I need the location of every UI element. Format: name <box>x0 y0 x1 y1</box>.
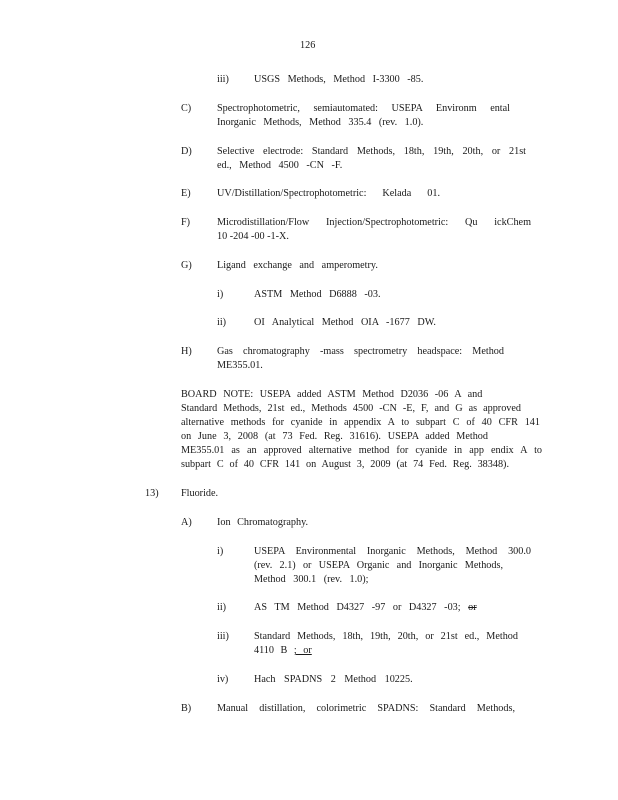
item-text-line: (rev. 2.1) or USEPA Organic and Inorganic Methods, <box>254 560 503 571</box>
item-text: USGS Methods, Method I-3300 -85. <box>254 74 424 85</box>
item-label: i) <box>217 289 224 300</box>
item-label: iii) <box>217 631 229 642</box>
board-note-line: on June 3, 2008 (at 73 Fed. Reg. 31616). USEPA added Method <box>181 431 488 442</box>
item-text: Hach SPADNS 2 Method 10225. <box>254 674 413 685</box>
item-text-line: ed., Method 4500 -CN -F. <box>217 160 343 171</box>
deleted-text: or <box>468 602 477 613</box>
item-label: ii) <box>217 317 227 328</box>
item-label: ii) <box>217 602 227 613</box>
item-label: C) <box>181 103 192 114</box>
item-text-main: AS TM Method D4327 -97 or D4327 -03; <box>254 602 461 613</box>
item-text: UV/Distillation/Spectrophotometric: Kelada 01. <box>217 188 440 199</box>
item-label: G) <box>181 260 192 271</box>
item-label: E) <box>181 188 191 199</box>
item-label: iii) <box>217 74 229 85</box>
item-label: H) <box>181 346 192 357</box>
item-text: OI Analytical Method OIA -1677 DW. <box>254 317 436 328</box>
item-label: A) <box>181 517 192 528</box>
item-text: Ion Chromatography. <box>217 517 309 528</box>
item-label: iv) <box>217 674 229 685</box>
item-text-line: USEPA Environmental Inorganic Methods, Method 300.0 <box>254 546 531 557</box>
item-text-line: Selective electrode: Standard Methods, 18th, 19th, 20th, or 21st <box>217 146 526 157</box>
item-text-line: Inorganic Methods, Method 335.4 (rev. 1.0). <box>217 117 424 128</box>
board-note-line: alternative methods for cyanide in appendix A to subpart C of 40 CFR 141 <box>181 417 540 428</box>
item-text-line: Gas chromatography -mass spectrometry headspace: Method <box>217 346 504 357</box>
item-text-line: Standard Methods, 18th, 19th, 20th, or 21st ed., Method <box>254 631 518 642</box>
board-note-line: BOARD NOTE: USEPA added ASTM Method D2036 -06 A and <box>181 389 483 400</box>
item-text: ASTM Method D6888 -03. <box>254 289 381 300</box>
item-text-main: 4110 B <box>254 645 288 656</box>
item-text-line: ME355.01. <box>217 360 263 371</box>
item-text <box>254 601 477 615</box>
item-text-line: Spectrophotometric, semiautomated: USEPA Environm ental <box>217 103 510 114</box>
board-note-line: subpart C of 40 CFR 141 on August 3, 2009 (at 74 Fed. Reg. 38348). <box>181 459 509 470</box>
section-title: Fluoride. <box>181 488 219 499</box>
item-text-line: Method 300.1 (rev. 1.0); <box>254 574 369 585</box>
item-text-line: Microdistillation/Flow Injection/Spectrophotometric: Qu ickChem <box>217 217 531 228</box>
item-text: Ligand exchange and amperometry. <box>217 260 378 271</box>
item-label: i) <box>217 546 224 557</box>
section-label: 13) <box>145 488 159 499</box>
page-number: 126 <box>300 40 316 51</box>
item-text-line: 10 -204 -00 -1-X. <box>217 231 289 242</box>
item-text-line: Manual distillation, colorimetric SPADNS: Standard Methods, <box>217 703 515 714</box>
item-label: F) <box>181 217 191 228</box>
item-label: D) <box>181 146 192 157</box>
board-note-line: ME355.01 as an approved alternative method for cyanide in app endix A to <box>181 445 542 456</box>
inserted-text: ; or <box>293 645 312 656</box>
item-text-line <box>254 644 312 658</box>
item-label: B) <box>181 703 192 714</box>
board-note-line: Standard Methods, 21st ed., Methods 4500 -CN -E, F, and G as approved <box>181 403 521 414</box>
